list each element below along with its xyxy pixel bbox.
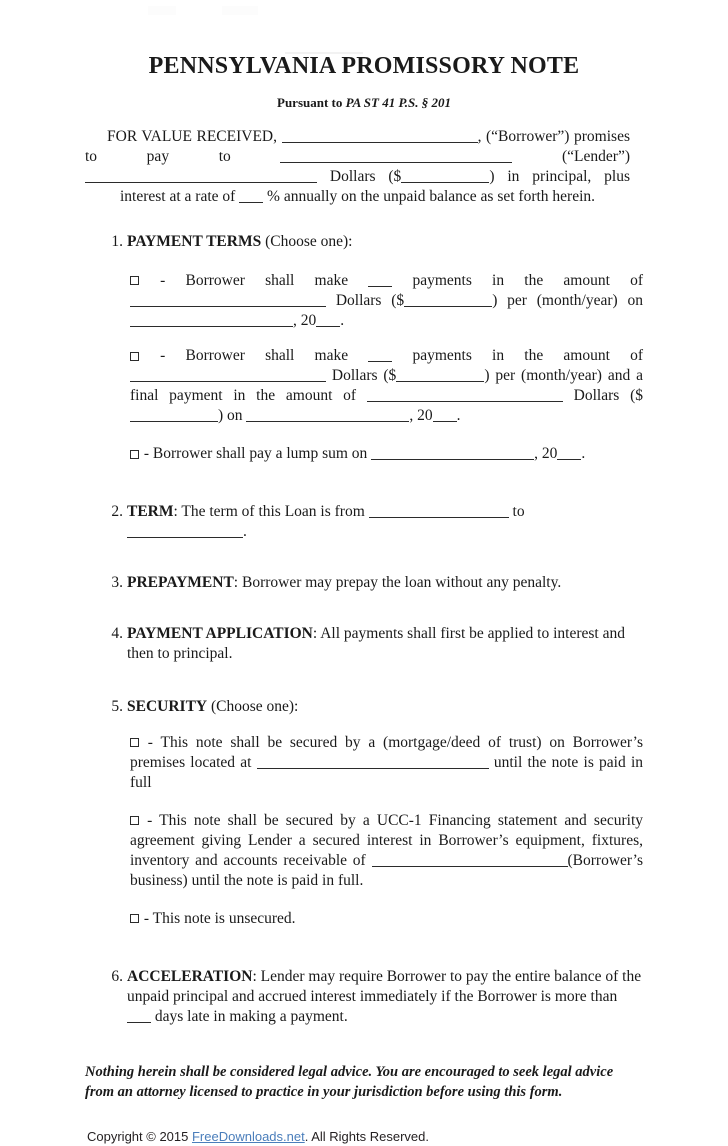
legal-disclaimer: Nothing herein shall be considered legal advice. You are encouraged to seek legal advice from an attorney licensed to practice in your jurisdiction before using this form. bbox=[85, 1063, 614, 1100]
installment-date-blank[interactable] bbox=[130, 312, 293, 329]
preamble-text: ) in principal, plus interest at a rate of bbox=[119, 167, 630, 205]
section-acceleration-body: ACCELERATION: Lender may require Borrower to pay the entire balance of the unpaid principal and accrued interest immediately if the Borrower is more than days late in making a payment. bbox=[127, 967, 642, 1025]
installment-year-blank[interactable] bbox=[316, 312, 340, 329]
choose-one-note: (Choose one): bbox=[261, 232, 353, 250]
lender-name-blank[interactable] bbox=[280, 148, 512, 165]
section-heading: PREPAYMENT bbox=[127, 574, 234, 592]
term-start-blank[interactable] bbox=[369, 503, 509, 520]
section-number: 5. bbox=[111, 698, 123, 716]
preamble-text: (“Lender”) bbox=[512, 147, 630, 165]
installment-count-blank[interactable] bbox=[368, 272, 392, 289]
amount-figures-blank[interactable] bbox=[401, 168, 489, 185]
section-payment-application bbox=[85, 624, 643, 664]
section-payment-terms bbox=[85, 232, 643, 465]
borrower-name-blank[interactable] bbox=[282, 128, 478, 145]
checkbox-icon[interactable] bbox=[130, 276, 139, 285]
security-option-ucc1: - This note shall be secured by a UCC-1 Financing statement and security agreement giving Lender a secured interest in Borrower’s equipment, fixtures, inventory and accounts receivable of (Borrower’s business) until the note is paid in full. bbox=[130, 811, 643, 889]
final-payment-figures-blank[interactable] bbox=[130, 407, 218, 424]
section-heading: PAYMENT TERMS bbox=[127, 232, 262, 250]
section-number: 1. bbox=[111, 232, 123, 250]
preamble-text: Dollars ($ bbox=[317, 167, 402, 185]
preamble-text: , (“Borrower”) promises to pay to bbox=[85, 127, 630, 165]
payment-option-installments: - Borrower shall make payments in the amount of Dollars ($ ) per (month/year) on , 20 . bbox=[127, 271, 643, 331]
preamble-paragraph bbox=[85, 111, 630, 207]
balloon-count-blank[interactable] bbox=[368, 347, 392, 364]
freedownloads-link[interactable]: FreeDownloads.net bbox=[191, 1128, 305, 1144]
document-subtitle bbox=[85, 79, 643, 111]
grace-days-blank[interactable] bbox=[127, 1008, 151, 1025]
copyright-suffix: . All Rights Reserved. bbox=[304, 1128, 429, 1144]
balloon-amount-words-blank[interactable] bbox=[130, 367, 326, 384]
section-term bbox=[85, 502, 643, 542]
checkbox-icon[interactable] bbox=[130, 816, 139, 825]
sections-list bbox=[85, 232, 643, 1027]
amount-words-blank[interactable] bbox=[85, 168, 317, 185]
copyright-notice bbox=[85, 1102, 643, 1146]
copyright-prefix: Copyright © 2015 bbox=[87, 1128, 192, 1144]
preamble-text: FOR VALUE RECEIVED, bbox=[107, 127, 282, 145]
payment-option-lump-sum: - Borrower shall pay a lump sum on , 20 . bbox=[127, 444, 643, 464]
section-number: 2. bbox=[111, 503, 123, 521]
section-prepayment-body: PREPAYMENT: Borrower may prepay the loan without any penalty. bbox=[127, 574, 562, 592]
choose-one-note: (Choose one): bbox=[207, 698, 299, 716]
section-prepayment bbox=[85, 573, 643, 593]
installment-amount-words-blank[interactable] bbox=[130, 292, 326, 309]
business-name-blank[interactable] bbox=[372, 852, 568, 869]
final-payment-year-blank[interactable] bbox=[433, 407, 457, 424]
final-payment-words-blank[interactable] bbox=[367, 387, 563, 404]
section-number: 4. bbox=[111, 625, 123, 643]
section-heading: ACCELERATION bbox=[127, 967, 253, 985]
section-number: 6. bbox=[111, 967, 123, 985]
section-heading: TERM bbox=[127, 503, 174, 521]
section-number: 3. bbox=[111, 574, 123, 592]
checkbox-icon[interactable] bbox=[130, 738, 139, 747]
security-option-mortgage: - This note shall be secured by a (mortgage/deed of trust) on Borrower’s premises located at until the note is paid in full bbox=[130, 733, 643, 791]
term-end-blank[interactable] bbox=[127, 523, 243, 540]
security-option-group bbox=[127, 733, 643, 929]
installment-amount-figures-blank[interactable] bbox=[404, 292, 492, 309]
section-acceleration bbox=[85, 967, 643, 1027]
preamble-text: % annually on the unpaid balance as set forth herein. bbox=[263, 187, 596, 205]
section-payment-application-body: PAYMENT APPLICATION: All payments shall first be applied to interest and then to principal. bbox=[127, 625, 625, 663]
section-term-body: TERM: The term of this Loan is from to . bbox=[127, 503, 525, 541]
section-heading-line bbox=[127, 697, 643, 717]
statute-citation: PA ST 41 P.S. § 201 bbox=[345, 95, 451, 111]
checkbox-icon[interactable] bbox=[130, 450, 139, 459]
section-heading-line bbox=[127, 232, 643, 252]
checkbox-icon[interactable] bbox=[130, 914, 139, 923]
interest-rate-blank[interactable] bbox=[239, 188, 263, 205]
section-heading: SECURITY bbox=[127, 698, 208, 716]
lump-sum-date-blank[interactable] bbox=[371, 445, 534, 462]
security-option-unsecured: - This note is unsecured. bbox=[127, 909, 643, 929]
lump-sum-year-blank[interactable] bbox=[557, 445, 581, 462]
section-security bbox=[85, 697, 643, 929]
payment-option-group bbox=[127, 271, 643, 465]
section-heading: PAYMENT APPLICATION bbox=[127, 625, 313, 643]
page-title: PENNSYLVANIA PROMISSORY NOTE bbox=[148, 53, 580, 79]
balloon-amount-figures-blank[interactable] bbox=[396, 367, 484, 384]
checkbox-icon[interactable] bbox=[130, 352, 139, 361]
payment-option-balloon: - Borrower shall make payments in the amount of Dollars ($ ) per (month/year) and a final payment in the amount of Dollars ($) on , 20 . bbox=[130, 347, 643, 425]
subtitle-prefix: Pursuant to bbox=[277, 95, 346, 111]
document-content bbox=[85, 0, 643, 1146]
premises-address-blank[interactable] bbox=[257, 754, 489, 771]
final-payment-date-blank[interactable] bbox=[246, 407, 409, 424]
